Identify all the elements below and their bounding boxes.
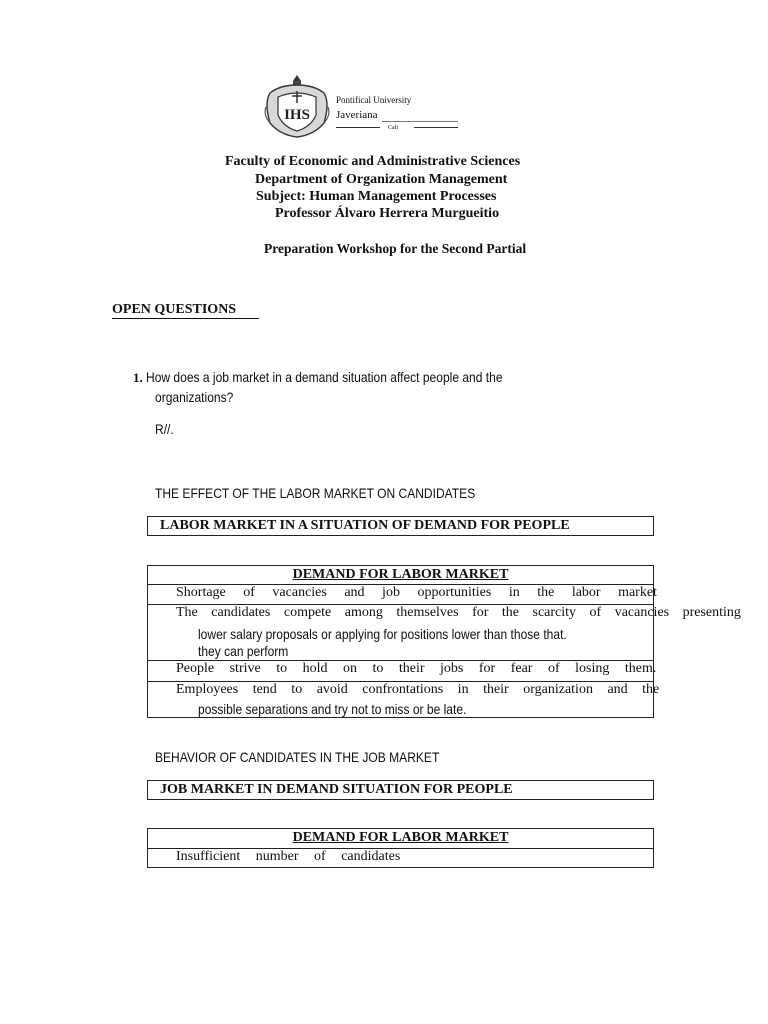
row-4-text-line-1: Employees tend to avoid confrontations in their organization and the bbox=[176, 682, 660, 697]
behavior-box-title-text: JOB MARKET IN DEMAND SITUATION FOR PEOPLE bbox=[160, 782, 513, 797]
row-1-text: Shortage of vacancies and job opportunities in the labor market bbox=[176, 585, 657, 600]
question-line-2: organizations? bbox=[155, 389, 234, 405]
answer-marker: R//. bbox=[155, 421, 174, 437]
department-title: Department of Organization Management bbox=[255, 172, 508, 187]
row-2-text-line-2: lower salary proposals or applying for positions lower than those that. bbox=[198, 626, 567, 642]
effect-table-header: DEMAND FOR LABOR MARKET bbox=[292, 567, 509, 582]
question-line-1: How does a job market in a demand situation affect people and the bbox=[146, 369, 503, 385]
professor-name: Professor Álvaro Herrera Murgueitio bbox=[275, 206, 500, 221]
question-number: 1. bbox=[133, 370, 143, 385]
university-logo bbox=[262, 73, 462, 139]
section-title: OPEN QUESTIONS bbox=[112, 302, 237, 317]
behavior-table bbox=[147, 828, 654, 868]
row-2-text-line-1: The candidates compete among themselves for the scarcity of vacancies presenting bbox=[176, 605, 741, 620]
behavior-table-header: DEMAND FOR LABOR MARKET bbox=[292, 830, 509, 845]
logo-rule bbox=[336, 127, 380, 128]
section-underline bbox=[112, 318, 259, 319]
table-row bbox=[176, 682, 659, 698]
effect-heading: THE EFFECT OF THE LABOR MARKET ON CANDIDATES bbox=[155, 485, 476, 501]
behavior-row-1-text: Insufficient number of candidates bbox=[176, 849, 401, 864]
crest-icon bbox=[262, 73, 332, 139]
university-name: Javeriana bbox=[336, 109, 378, 121]
table-row bbox=[176, 849, 400, 865]
table-row bbox=[176, 661, 656, 677]
row-2-text-line-3: they can perform bbox=[198, 643, 289, 659]
crest-letters: IHS bbox=[284, 107, 310, 123]
logo-rule bbox=[382, 121, 458, 122]
behavior-heading: BEHAVIOR OF CANDIDATES IN THE JOB MARKET bbox=[155, 749, 440, 765]
logo-rule bbox=[414, 127, 458, 128]
campus-label: Cali bbox=[388, 125, 398, 131]
table-row bbox=[176, 605, 741, 621]
effect-table bbox=[147, 565, 741, 718]
effect-box-title-text: LABOR MARKET IN A SITUATION OF DEMAND FOR PEOPLE bbox=[160, 518, 570, 533]
effect-box-title bbox=[147, 516, 654, 536]
faculty-title: Faculty of Economic and Administrative Sciences bbox=[225, 154, 521, 169]
row-4-text-line-2: possible separations and try not to miss or be late. bbox=[198, 701, 467, 717]
table-row bbox=[176, 585, 657, 601]
university-top-label: Pontifical University bbox=[336, 95, 412, 105]
behavior-box-title bbox=[147, 780, 654, 800]
workshop-title: Preparation Workshop for the Second Partial bbox=[264, 241, 527, 256]
subject-title: Subject: Human Management Processes bbox=[256, 189, 497, 204]
row-3-text: People strive to hold on to their jobs for fear of losing them. bbox=[176, 661, 657, 676]
